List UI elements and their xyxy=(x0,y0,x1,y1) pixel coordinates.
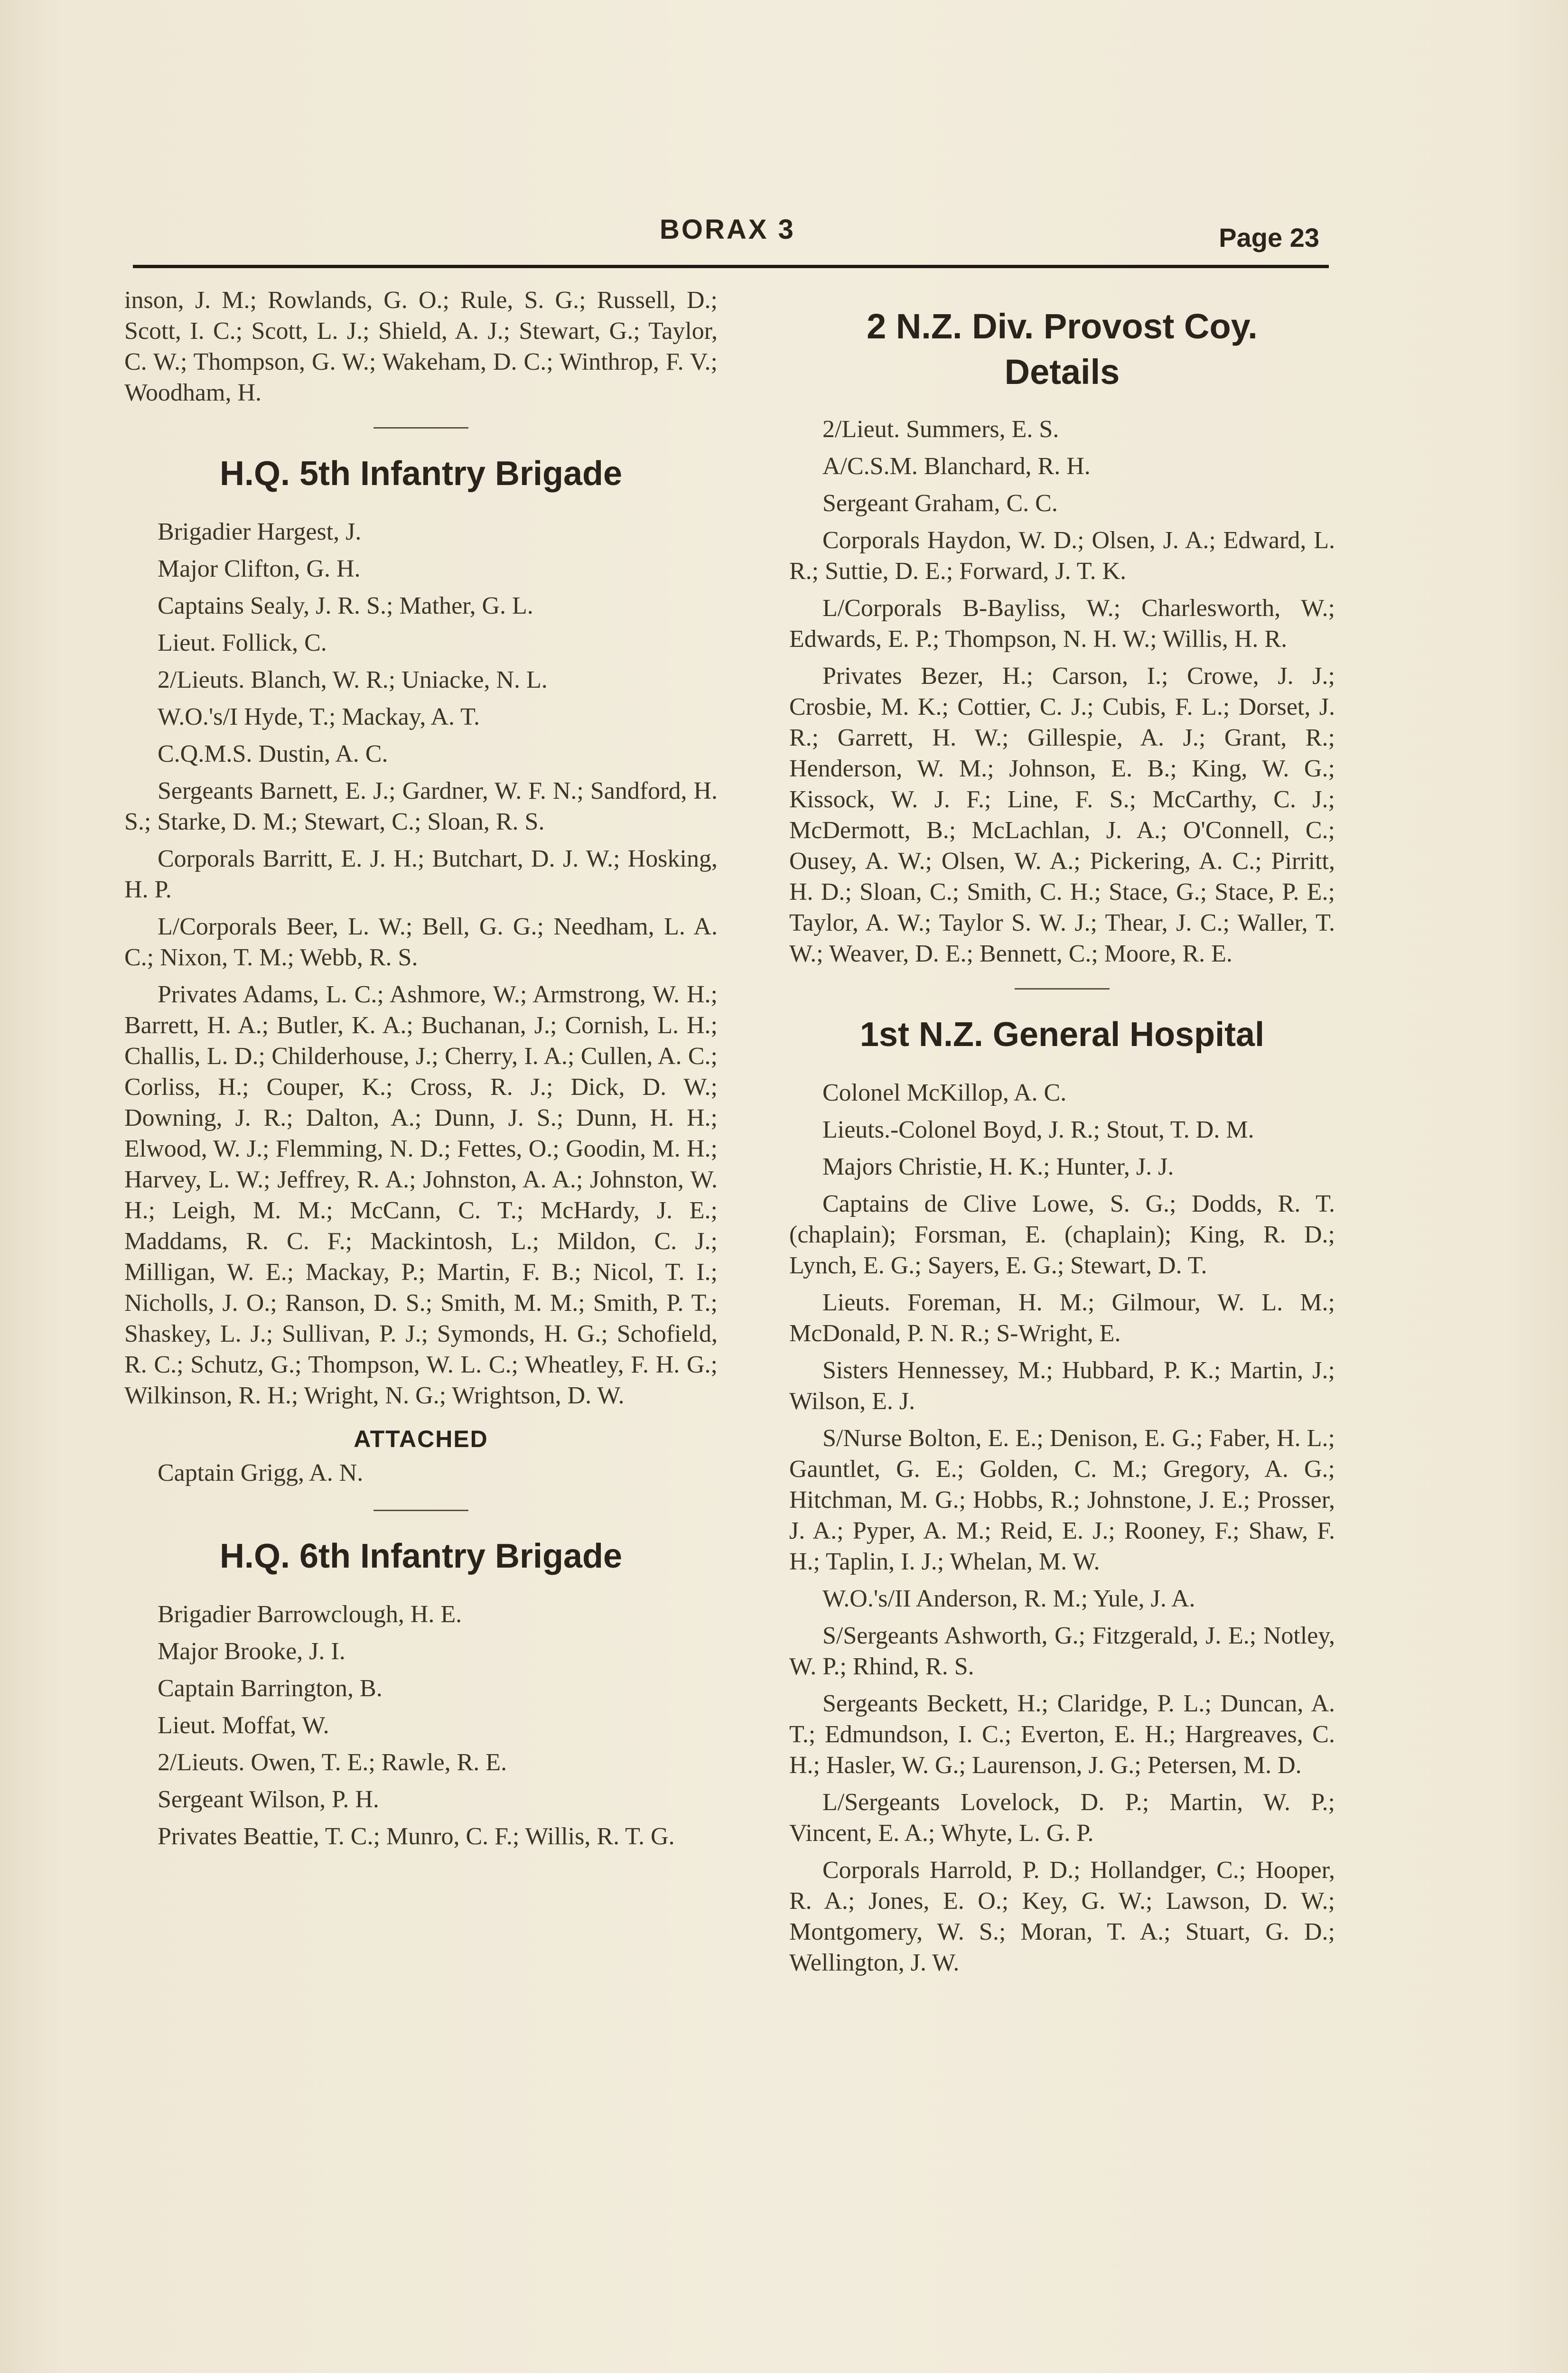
left-column xyxy=(124,285,718,1858)
entry-hospital: W.O.'s/II Anderson, R. M.; Yule, J. A. xyxy=(822,1585,1195,1612)
entry-hospital: Lieuts. Foreman, H. M.; Gilmour, W. L. M.; McDonald, P. N. R.; S-Wright, E. xyxy=(789,1289,1335,1347)
section-divider xyxy=(373,1510,468,1511)
section-title-5th-brigade: H.Q. 5th Infantry Brigade xyxy=(219,455,623,493)
entry-hospital: Captains de Clive Lowe, S. G.; Dodds, R. T. (chaplain); Forsman, E. (chaplain); King, R. D.; Lynch, E. G.; Sayers, E. G.; Stewart, D. T. xyxy=(789,1190,1335,1279)
entry-6th-brigade: Major Brooke, J. I. xyxy=(158,1638,345,1665)
entry-5th-brigade: Privates Adams, L. C.; Ashmore, W.; Armstrong, W. H.; Barrett, H. A.; Butler, K. A.; Buchanan, J.; Cornish, L. H.; Challis, L. D.; Childerhouse, J.; Cherry, I. A.; Cullen, A. C.; Corliss, H.; Couper, K.; Cross, R. J.; Dick, D. W.; Downing, J. R.; Dalton, A.; Dunn, J. S.; Dunn, H. H.; Elwood, W. J.; Flemming, N. D.; Fettes, O.; Goodin, M. H.; Harvey, L. W.; Jeffrey, R. A.; Johnston, A. A.; Johnston, W. H.; Leigh, M. M.; McCann, C. T.; McHardy, J. E.; Maddams, R. C. F.; Mackintosh, L.; Mildon, C. J.; Milligan, W. E.; Mackay, P.; Martin, F. B.; Nicol, T. I.; Nicholls, J. O.; Ranson, D. S.; Smith, M. M.; Smith, P. T.; Shaskey, L. J.; Sullivan, P. J.; Symonds, H. G.; Schofield, R. C.; Schutz, G.; Thompson, W. L. C.; Wheatley, F. H. G.; Wilkinson, R. H.; Wright, N. G.; Wrightson, D. W. xyxy=(124,981,718,1409)
entry-hospital: Colonel McKillop, A. C. xyxy=(822,1079,1067,1106)
entry-hospital: Lieuts.-Colonel Boyd, J. R.; Stout, T. D. M. xyxy=(822,1116,1254,1143)
entry-6th-brigade: Brigadier Barrowclough, H. E. xyxy=(158,1601,462,1628)
right-column xyxy=(789,304,1335,1984)
entry-6th-brigade: Sergeant Wilson, P. H. xyxy=(158,1786,379,1813)
entry-provost: L/Corporals B-Bayliss, W.; Charlesworth, W.; Edwards, E. P.; Thompson, N. H. W.; Willis, H. R. xyxy=(789,595,1335,653)
entry-5th-brigade: Corporals Barritt, E. J. H.; Butchart, D. J. W.; Hosking, H. P. xyxy=(124,845,718,903)
entry-5th-brigade: L/Corporals Beer, L. W.; Bell, G. G.; Needham, L. A. C.; Nixon, T. M.; Webb, R. S. xyxy=(124,913,718,971)
entry-5th-brigade: Captains Sealy, J. R. S.; Mather, G. L. xyxy=(158,592,533,619)
entry-6th-brigade: 2/Lieuts. Owen, T. E.; Rawle, R. E. xyxy=(158,1749,507,1776)
entry-hospital: Sisters Hennessey, M.; Hubbard, P. K.; Martin, J.; Wilson, E. J. xyxy=(789,1357,1335,1415)
entry-hospital: Majors Christie, H. K.; Hunter, J. J. xyxy=(822,1153,1174,1180)
entry-provost: A/C.S.M. Blanchard, R. H. xyxy=(822,453,1091,480)
entry-5th-brigade: Sergeants Barnett, E. J.; Gardner, W. F. N.; Sandford, H. S.; Starke, D. M.; Stewart, C.; Sloan, R. S. xyxy=(124,777,718,835)
entry-6th-brigade: Captain Barrington, B. xyxy=(158,1675,383,1702)
page-number: Page 23 xyxy=(1219,223,1319,252)
entry-5th-brigade: Lieut. Follick, C. xyxy=(158,629,327,656)
entry-hospital: S/Sergeants Ashworth, G.; Fitzgerald, J. E.; Notley, W. P.; Rhind, R. S. xyxy=(789,1622,1335,1680)
section-title-provost-line1: 2 N.Z. Div. Provost Coy. xyxy=(867,307,1258,346)
entry-hospital: Corporals Harrold, P. D.; Hollandger, C.; Hooper, R. A.; Jones, E. O.; Key, G. W.; Lawson, D. W.; Montgomery, W. S.; Moran, T. A.; Stuart, G. D.; Wellington, J. W. xyxy=(789,1857,1335,1976)
section-divider xyxy=(373,427,468,429)
page-header xyxy=(123,209,1329,266)
entry-5th-brigade: C.Q.M.S. Dustin, A. C. xyxy=(158,740,388,767)
section-divider xyxy=(1015,988,1110,990)
entry-5th-brigade: Major Clifton, G. H. xyxy=(158,555,361,582)
entry-5th-brigade: W.O.'s/I Hyde, T.; Mackay, A. T. xyxy=(158,703,480,730)
section-title-provost-line2: Details xyxy=(1004,352,1120,392)
entry-provost: Sergeant Graham, C. C. xyxy=(822,490,1058,517)
entry-5th-brigade: 2/Lieuts. Blanch, W. R.; Uniacke, N. L. xyxy=(158,666,548,693)
section-title-6th-brigade: H.Q. 6th Infantry Brigade xyxy=(219,1537,623,1575)
entry-provost: 2/Lieut. Summers, E. S. xyxy=(822,416,1059,443)
attached-entry: Captain Grigg, A. N. xyxy=(158,1459,364,1486)
section-title-hospital: 1st N.Z. General Hospital xyxy=(859,1016,1265,1054)
entry-hospital: S/Nurse Bolton, E. E.; Denison, E. G.; Faber, H. L.; Gauntlet, G. E.; Golden, C. M.; Gregory, A. G.; Hitchman, M. G.; Hobbs, R.; Johnstone, J. E.; Prosser, J. A.; Pyper, A. M.; Reid, E. J.; Rooney, F.; Shaw, F. H.; Taplin, I. J.; Whelan, M. W. xyxy=(789,1425,1335,1575)
entry-provost: Corporals Haydon, W. D.; Olsen, J. A.; Edward, L. R.; Suttie, D. E.; Forward, J. T. K. xyxy=(789,527,1335,585)
attached-heading: ATTACHED xyxy=(354,1426,488,1452)
entry-6th-brigade: Privates Beattie, T. C.; Munro, C. F.; Willis, R. T. G. xyxy=(158,1823,675,1850)
header-rule xyxy=(133,265,1329,268)
entry-5th-brigade: Brigadier Hargest, J. xyxy=(158,518,362,545)
continuation-paragraph: inson, J. M.; Rowlands, G. O.; Rule, S. G.; Russell, D.; Scott, I. C.; Scott, L. J.; Shield, A. J.; Stewart, G.; Taylor, C. W.; Thompson, G. W.; Wakeham, D. C.; Winthrop, F. V.; Woodham, H. xyxy=(124,287,718,406)
running-title: BORAX 3 xyxy=(660,214,795,245)
entry-hospital: L/Sergeants Lovelock, D. P.; Martin, W. P.; Vincent, E. A.; Whyte, L. G. P. xyxy=(789,1789,1335,1847)
entry-6th-brigade: Lieut. Moffat, W. xyxy=(158,1712,329,1739)
entry-hospital: Sergeants Beckett, H.; Claridge, P. L.; Duncan, A. T.; Edmundson, I. C.; Everton, E. H.; Hargreaves, C. H.; Hasler, W. G.; Laurenson, J. G.; Petersen, M. D. xyxy=(789,1690,1335,1779)
entry-provost: Privates Bezer, H.; Carson, I.; Crowe, J. J.; Crosbie, M. K.; Cottier, C. J.; Cubis, F. L.; Dorset, J. R.; Garrett, H. W.; Gillespie, A. J.; Grant, R.; Henderson, W. M.; Johnson, E. B.; King, W. G.; Kissock, W. J. F.; Line, F. S.; McCarthy, C. J.; McDermott, B.; McLachlan, J. A.; O'Connell, C.; Ousey, A. W.; Olsen, W. A.; Pickering, A. C.; Pirritt, H. D.; Sloan, C.; Smith, C. H.; Stace, G.; Stace, P. E.; Taylor, A. W.; Taylor S. W. J.; Thear, J. C.; Waller, T. W.; Weaver, D. E.; Bennett, C.; Moore, R. E. xyxy=(789,663,1335,967)
